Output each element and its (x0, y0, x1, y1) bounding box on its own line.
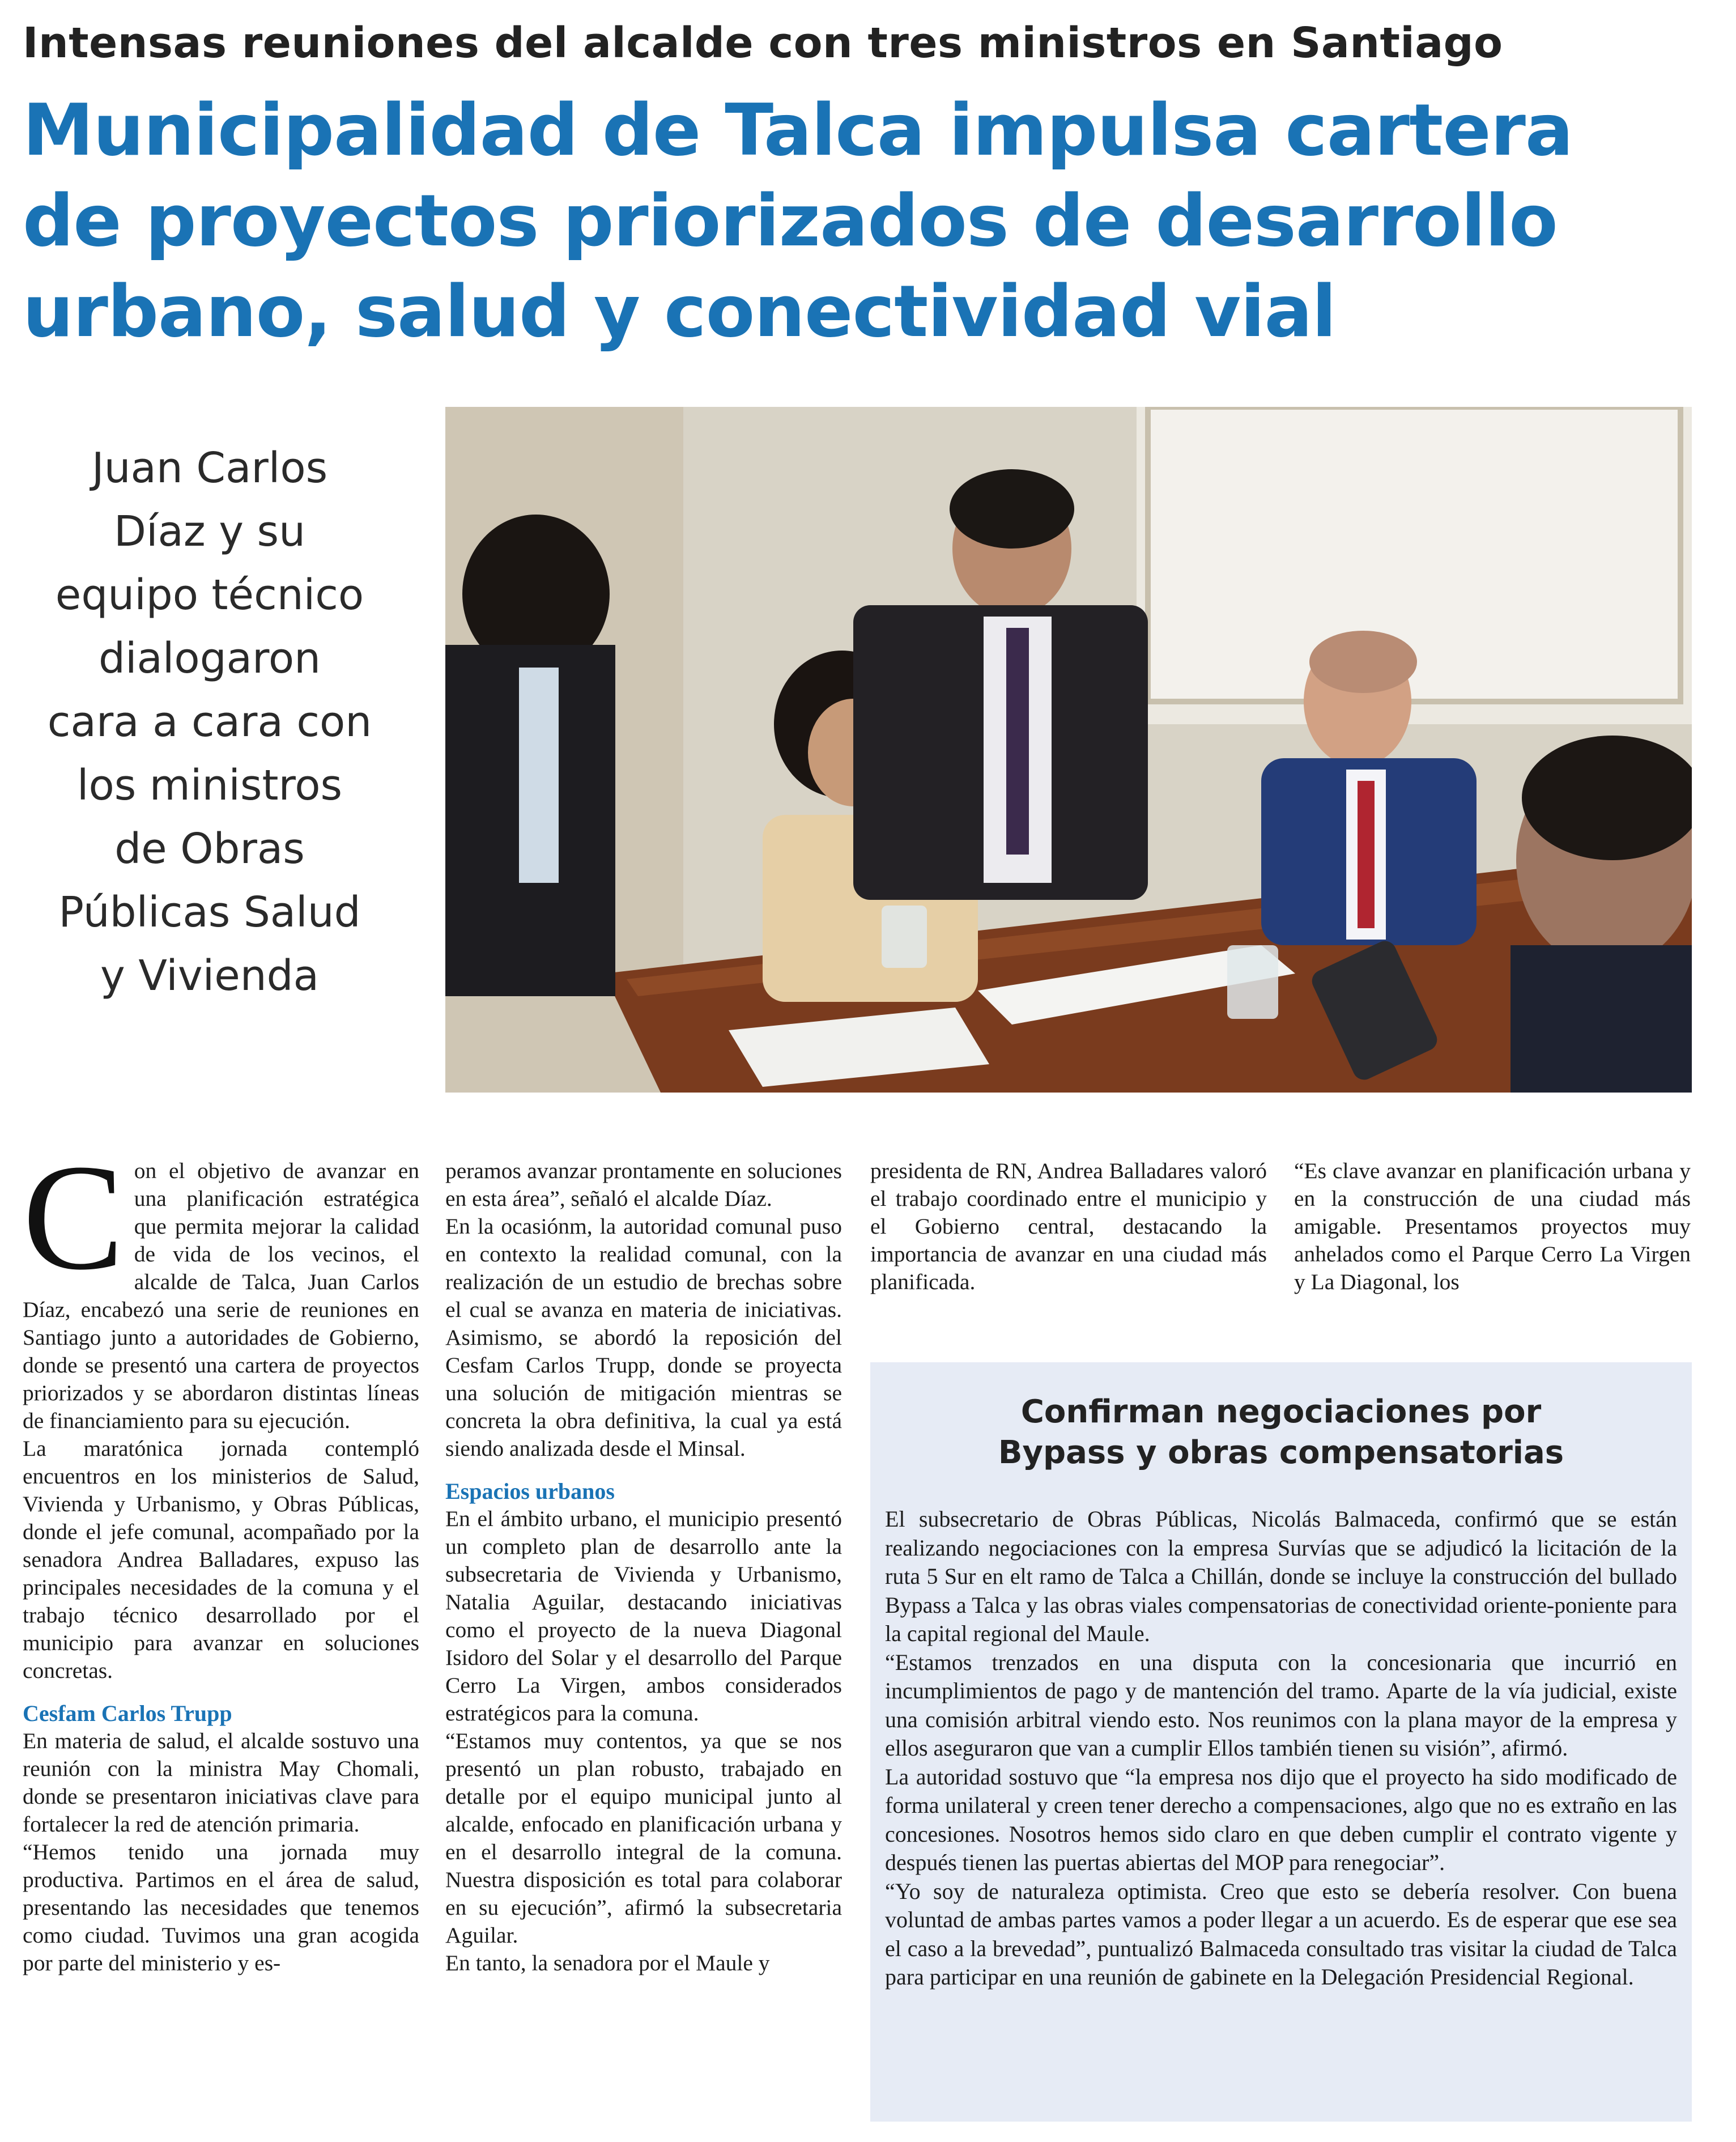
deck-line: Díaz y su (113, 507, 306, 556)
sidebar-box (870, 1362, 1692, 2122)
body-paragraph: presidenta de RN, Andrea Balladares valoró el trabajo coordinado entre el municipio y el Gobierno central, destacando la importancia de avanzar en una ciudad más planificada. (870, 1158, 1267, 1294)
deck-line: los ministros (76, 761, 343, 810)
body-paragraph: En el ámbito urbano, el municipio presentó un completo plan de desarrollo ante la subsecretaria de Vivienda y Urbanismo, Natalia Aguilar, destacando iniciativas como el proyecto de la nueva Diagonal Isidoro del Solar y el desarrollo del Parque Cerro La Virgen, ambos considerados estratégicos para la comuna. (445, 1506, 842, 1726)
kicker: Intensas reuniones del alcalde con tres ministros en Santiago (23, 19, 1503, 67)
body-paragraph: “Hemos tenido una jornada muy productiva. Partimos en el área de salud, presentando las necesidades que tenemos como ciudad. Tuvimos una gran acogida por parte del ministerio y es- (23, 1839, 419, 1975)
sidebar-box-text (885, 1505, 1677, 1992)
headline-line: de proyectos priorizados de desarrollo (23, 179, 1558, 262)
sidebar-paragraph: El subsecretario de Obras Públicas, Nicolás Balmaceda, confirmó que se están realizando negociaciones con la empresa Survías que se adjudicó la licitación de la ruta 5 Sur en elt ramo de Talca a Chillán, donde se incluye la construcción del bullado Bypass a Talca y las obras viales compensatorias de conectividad oriente-poniente para la capital regional del Maule. (885, 1506, 1677, 1646)
sidebar-paragraph: “Yo soy de naturaleza optimista. Creo que esto se debería resolver. Con buena voluntad de ambas partes vamos a poder llegar a un acuerdo. Es de esperar que ese sea el caso a la brevedad”, puntualizó Balmaceda consultado tras visitar la ciudad de Talca para participar en una reunión de gabinete en la Delegación Presidencial Regional. (885, 1878, 1677, 1990)
sidebar-box-title-line: Confirman negociaciones por (1020, 1393, 1542, 1430)
subheading-espacios-urbanos: Espacios urbanos (445, 1478, 615, 1504)
headline (23, 85, 1717, 357)
sidebar-paragraph: La autoridad sostuvo que “la empresa nos dijo que el proyecto ha sido modificado de forma unilateral y creen tener derecho a compensaciones, algo que no es extraño en las concesiones. Nosotros hemos sido claro en que deben cumplir el contrato vigente y después tienen las puertas abiertas del MOP para renegociar”. (885, 1763, 1677, 1875)
deck-line: equipo técnico (55, 571, 364, 619)
sidebar-box-title (904, 1392, 1658, 1473)
headline-line: Municipalidad de Talca impulsa cartera (23, 88, 1573, 172)
body-column-2 (445, 1157, 842, 1977)
deck-line: Públicas Salud (58, 888, 361, 937)
paragraph-text: on el objetivo de avanzar en una planificación estratégica que permita mejorar la calidad de vida de los vecinos, el alcalde de Talca, Juan Carlos Díaz, encabezó una serie de reuniones en Santiago junto a autoridades de Gobierno, donde se presentó una cartera de proyectos priorizados y se abordaron distintas líneas de financiamiento para su ejecución. (23, 1158, 419, 1433)
meeting-photo-illustration (445, 407, 1692, 1093)
body-paragraph: En la ocasiónm, la autoridad comunal puso en contexto la realidad comunal, con la realización de un estudio de brechas sobre el cual se avanza en materia de iniciativas. Asimismo, se abordó la reposición del Cesfam Carlos Trupp, donde se proyecta una solución de mitigación mientras se concreta la obra definitiva, la cual ya está siendo analizada desde el Minsal. (445, 1214, 842, 1461)
body-column-4 (1294, 1157, 1691, 1296)
body-paragraph: La maratónica jornada contempló encuentros en los ministerios de Salud, Vivienda y Urbanismo, y Obras Públicas, donde el jefe comunal, acompañado por la senadora Andrea Balladares, expuso las principales necesidades de la comuna y el trabajo técnico desarrollado por el municipio para avanzar en soluciones concretas. (23, 1436, 419, 1683)
drop-cap: C (23, 1133, 124, 1301)
subheading-cesfam: Cesfam Carlos Trupp (23, 1701, 232, 1726)
body-column-3 (870, 1157, 1267, 1296)
deck-line: y Vivienda (100, 951, 319, 1000)
deck-line: dialogaron (98, 634, 321, 683)
deck-line: cara a cara con (47, 698, 372, 746)
meeting-photo (445, 407, 1692, 1093)
deck-line: de Obras (114, 824, 305, 873)
body-paragraph: “Estamos muy contentos, ya que se nos presentó un plan robusto, trabajado en detalle por el equipo municipal junto al alcalde, enfocado en planificación urbana y en el desarrollo integral de la comuna. Nuestra disposición es total para colaborar en su ejecución”, afirmó la subsecretaria Aguilar. (445, 1728, 842, 1948)
body-paragraph: En tanto, la senadora por el Maule y (445, 1950, 770, 1975)
deck-line: Juan Carlos (91, 444, 328, 492)
body-paragraph: En materia de salud, el alcalde sostuvo una reunión con la ministra May Chomali, donde se presentaron iniciativas clave para fortalecer la red de atención primaria. (23, 1728, 419, 1837)
sidebar-box-title-line: Bypass y obras compensatorias (998, 1434, 1564, 1471)
sidebar-paragraph: “Estamos trenzados en una disputa con la concesionaria que incurrió en incumplimientos de pago y de mantención del tramo. Aparte de la vía judicial, existe una comisión arbitral viendo esto. Nos reunimos con la plana mayor de la empresa y ellos aseguraron que van a cumplir Ellos también tienen su visión”, afirmó. (885, 1649, 1677, 1761)
body-paragraph: “Es clave avanzar en planificación urbana y en la construcción de una ciudad más amigable. Presentamos proyectos muy anhelados como el Parque Cerro La Virgen y La Diagonal, los (1294, 1158, 1691, 1294)
body-column-1 (23, 1133, 419, 1977)
headline-line: urbano, salud y conectividad vial (23, 270, 1336, 353)
body-paragraph: peramos avanzar prontamente en soluciones en esta área”, señaló el alcalde Díaz. (445, 1158, 842, 1211)
body-paragraph (23, 1133, 419, 1435)
deck (17, 436, 402, 1008)
